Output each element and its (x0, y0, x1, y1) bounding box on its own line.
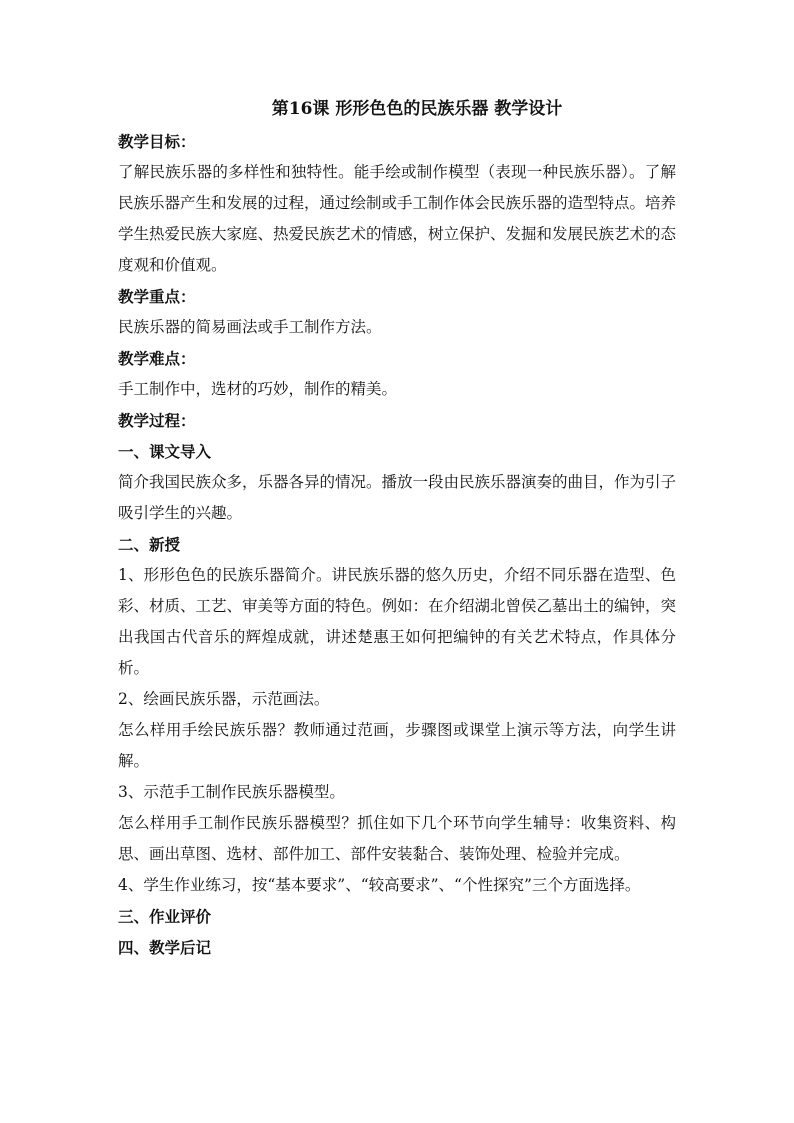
paragraph-key-points: 民族乐器的简易画法或手工制作方法。 (118, 318, 382, 336)
heading-teaching-goals: 教学目标： (118, 132, 196, 151)
paragraph-new-lesson-4: 4、学生作业练习，按“基本要求”、“较高要求”、“个性探究”三个方面选择。 (118, 876, 641, 894)
heading-difficulties: 教学难点： (118, 349, 196, 368)
paragraph-new-lesson-3-detail: 怎么样用手工制作民族乐器模型？抓住如下几个环节向学生辅导：收集资料、构思、画出草图、选材、部件加工、部件安装黏合、装饰处理、检验并完成。 (118, 814, 676, 863)
paragraph-new-lesson-1: 1、形形色色的民族乐器简介。讲民族乐器的悠久历史，介绍不同乐器在造型、色彩、材质、工艺、审美等方面的特色。例如：在介绍湖北曾侯乙墓出土的编钟，突出我国古代音乐的辉煌成就，讲述楚惠王如何把编钟的有关艺术特点，作具体分析。 (118, 566, 677, 677)
paragraph-new-lesson-2: 2、绘画民族乐器，示范画法。 (118, 690, 330, 708)
paragraph-new-lesson-2-detail: 怎么样用手绘民族乐器？教师通过范画，步骤图或课堂上演示等方法，向学生讲解。 (118, 721, 676, 770)
paragraph-lesson-intro: 简介我国民族众多，乐器各异的情况。播放一段由民族乐器演奏的曲目，作为引子吸引学生的兴趣。 (118, 473, 677, 522)
document-title: 第16课 形形色色的民族乐器 教学设计 (271, 99, 563, 119)
paragraph-difficulties: 手工制作中，选材的巧妙，制作的精美。 (118, 380, 398, 398)
heading-lesson-intro: 一、课文导入 (118, 442, 212, 461)
heading-key-points: 教学重点： (118, 287, 196, 306)
paragraph-new-lesson-3: 3、示范手工制作民族乐器模型。 (118, 783, 345, 801)
paragraph-teaching-goals: 了解民族乐器的多样性和独特性。能手绘或制作模型（表现一种民族乐器）。了解民族乐器产生和发展的过程，通过绘制或手工制作体会民族乐器的造型特点。培养学生热爱民族大家庭、热爱民族艺术的情感，树立保护、发掘和发展民族艺术的态度观和价值观。 (118, 163, 677, 274)
heading-teaching-notes: 四、教学后记 (118, 938, 212, 957)
heading-homework-evaluation: 三、作业评价 (118, 907, 212, 926)
heading-teaching-process: 教学过程： (118, 411, 196, 430)
heading-new-lesson: 二、新授 (118, 535, 181, 554)
